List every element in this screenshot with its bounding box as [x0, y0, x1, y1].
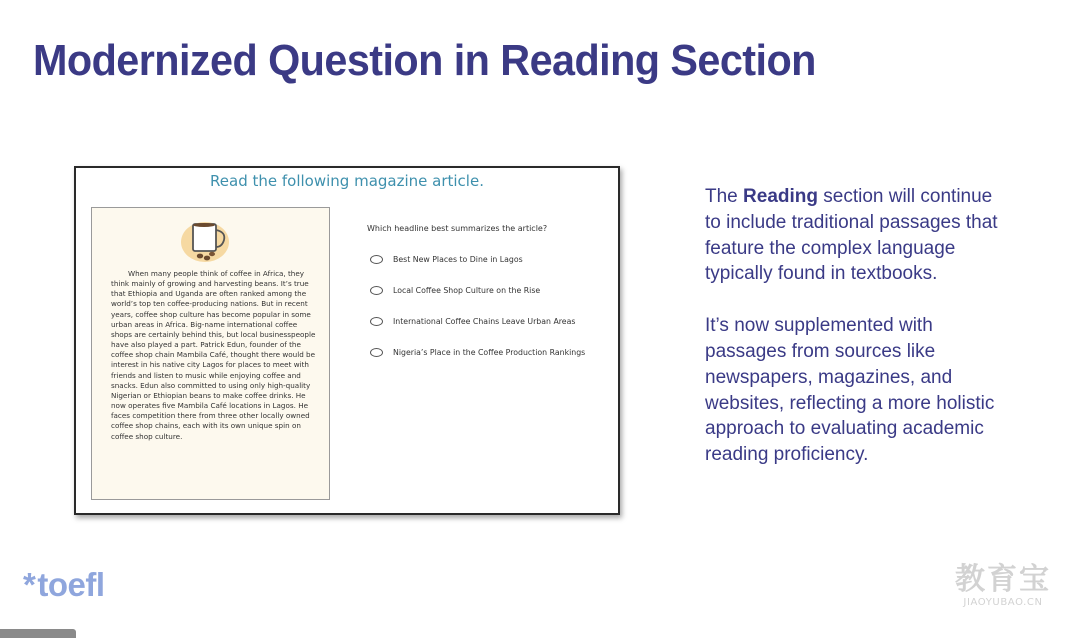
description-text: The: [705, 186, 744, 207]
reading-description: [705, 184, 1005, 468]
toefl-logo: [23, 566, 105, 604]
asterisk-icon: *: [23, 566, 36, 603]
option-label: International Coffee Chains Leave Urban Areas: [393, 317, 576, 326]
slide-title: Modernized Question in Reading Section: [33, 36, 816, 85]
option-label: Best New Places to Dine in Lagos: [393, 255, 523, 264]
test-screenshot: [74, 166, 620, 515]
logo-text: toefl: [37, 566, 105, 603]
description-paragraph-1: [705, 184, 1005, 287]
coffee-mug-icon: [178, 216, 234, 264]
description-paragraph-2: It’s now supplemented with passages from sources like newspapers, magazines, and websites, reflecting a more holistic approach to evaluating academic reading proficiency.: [705, 315, 995, 466]
option-label: Nigeria’s Place in the Coffee Production Rankings: [393, 348, 586, 357]
radio-button[interactable]: [370, 255, 383, 264]
watermark-url: JIAOYUBAO.CN: [963, 597, 1043, 608]
radio-button[interactable]: [370, 286, 383, 295]
article-text: When many people think of coffee in Africa, they think mainly of growing and harvesting beans. It’s true that Ethiopia and Uganda are often ranked among the world’s top ten coffee-producing nations. But in recent years, coffee shop culture has become popular in some urban areas in Africa. Big-name international coffee shops are certainly behind this, but local businesspeople have also played a part. Patrick Edun, founder of the coffee shop chain Mambila Café, thought there would be interest in his native city Lagos for places to meet with friends and listen to music while enjoying coffee and snacks. Edun also committed to using only high-quality Nigerian or Ethiopian beans to make coffee drinks. He now operates five Mambila Café locations in Lagos. He faces competition there from three other locally owned coffee shop chains, each with its own unique spin on coffee shop culture.: [111, 269, 316, 441]
answer-option-1[interactable]: [370, 255, 523, 264]
option-label: Local Coffee Shop Culture on the Rise: [393, 286, 541, 295]
corner-bar: [0, 629, 76, 638]
answer-option-2[interactable]: [370, 286, 540, 295]
highlight-text: Reading: [743, 186, 818, 207]
watermark: [945, 563, 1061, 609]
question-prompt: Which headline best summarizes the article?: [367, 224, 548, 233]
watermark-chinese: 教育宝: [955, 562, 1051, 597]
description-text: section will continue to include traditional passages that feature the complex language typically found in textbooks.: [705, 186, 998, 285]
answer-option-4[interactable]: [370, 348, 585, 357]
reading-instruction: Read the following magazine article.: [210, 172, 484, 190]
radio-button[interactable]: [370, 317, 383, 326]
article-panel: [91, 207, 330, 500]
answer-option-3[interactable]: [370, 317, 575, 326]
radio-button[interactable]: [370, 348, 383, 357]
